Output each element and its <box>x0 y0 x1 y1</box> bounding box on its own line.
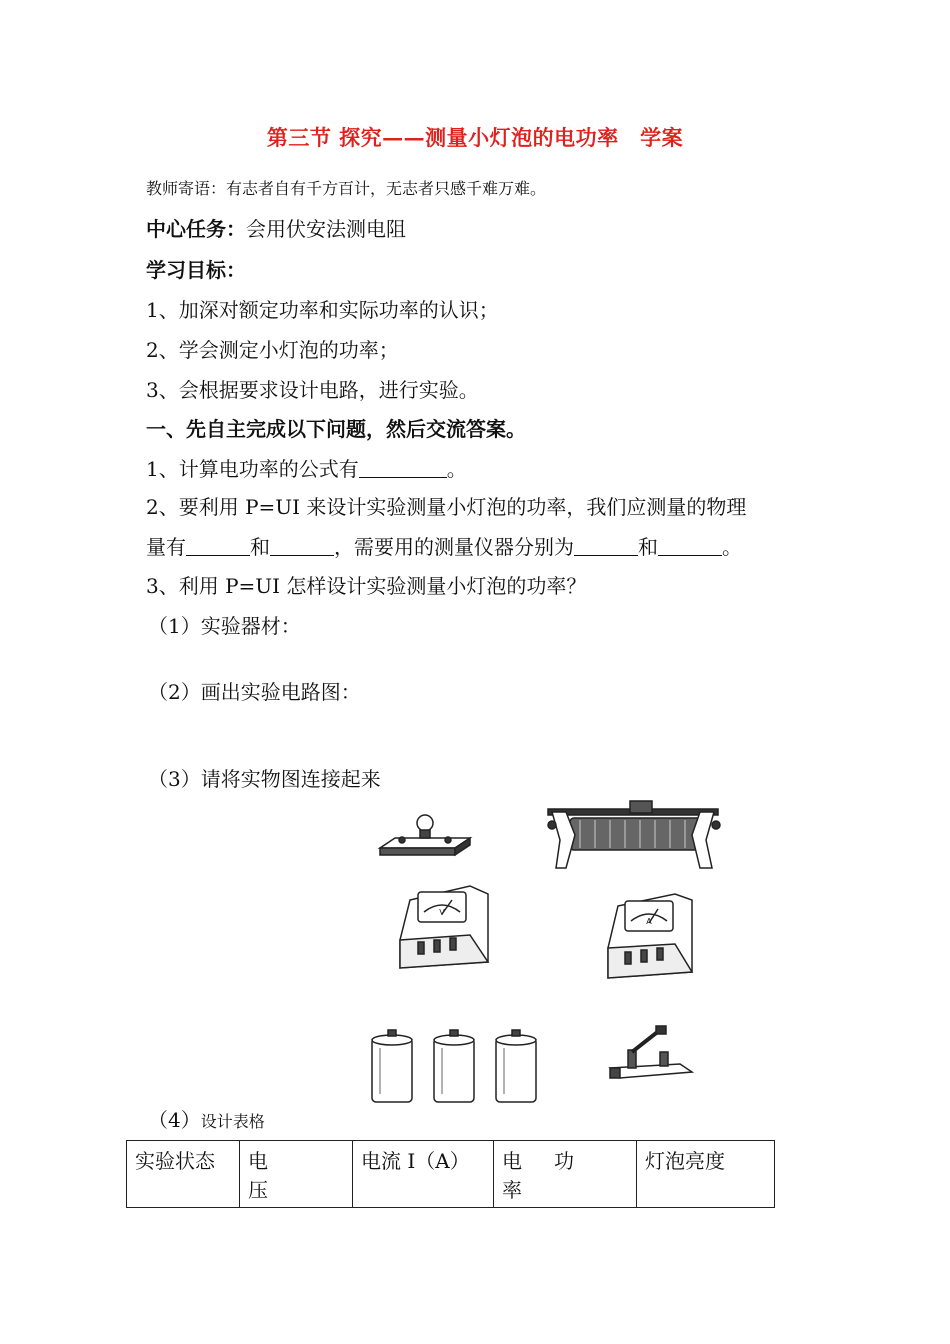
table-header-cell <box>240 1141 353 1208</box>
q2-middle: ，需要用的测量仪器分别为 <box>334 535 574 559</box>
table-header-cell: 电流 I（A） <box>353 1141 494 1208</box>
question-1-text: 1、计算电功率的公式有 <box>146 457 359 481</box>
goal-item: 1、加深对额定功率和实际功率的认识； <box>146 298 499 322</box>
header-power: 电 功 率 <box>502 1149 606 1202</box>
sub-question-4 <box>148 1104 265 1133</box>
goal-item: 3、会根据要求设计电路，进行实验。 <box>146 378 479 402</box>
section-heading: 一、先自主完成以下问题，然后交流答案。 <box>146 417 526 441</box>
design-table <box>126 1140 775 1208</box>
battery-icon <box>434 1030 474 1102</box>
switch-icon <box>610 1026 692 1078</box>
battery-icon <box>372 1030 412 1102</box>
sub-question: （1）实验器材： <box>148 614 301 638</box>
ammeter-icon <box>608 894 692 978</box>
header-voltage: 电 压 <box>248 1149 344 1202</box>
sub-question-4-label: （4） <box>148 1108 201 1132</box>
q2-prefix: 量有 <box>146 535 186 559</box>
teacher-motto: 教师寄语：有志者自有千方百计，无志者只感千难万难。 <box>146 179 547 198</box>
question-3: 3、利用 P=UI 怎样设计实验测量小灯泡的功率？ <box>146 574 587 598</box>
sub-question: （2）画出实验电路图： <box>148 680 361 704</box>
voltmeter-mark: V <box>439 908 445 917</box>
q2-and: 和 <box>250 535 270 559</box>
q2-end: 。 <box>722 535 742 559</box>
sub-question-4-text: 设计表格 <box>200 1112 265 1131</box>
central-task-text: 会用伏安法测电阻 <box>246 217 406 241</box>
question-2-line1: 2、要利用 P=UI 来设计实验测量小灯泡的功率，我们应测量的物理 <box>146 495 747 519</box>
goals-heading: 学习目标： <box>146 258 246 282</box>
ammeter-mark: A <box>646 917 652 926</box>
sub-question: （3）请将实物图连接起来 <box>148 767 381 791</box>
lamp-icon <box>380 815 470 855</box>
goal-item: 2、学会测定小灯泡的功率； <box>146 338 399 362</box>
voltmeter-icon <box>400 886 488 968</box>
page-title: 第三节 探究——测量小灯泡的电功率 学案 <box>266 125 684 150</box>
rheostat-icon <box>548 801 720 868</box>
table-header-cell: 灯泡亮度 <box>637 1141 775 1208</box>
q2-and: 和 <box>638 535 658 559</box>
battery-icon <box>496 1030 536 1102</box>
table-header-cell: 实验状态 <box>127 1141 240 1208</box>
table-row <box>127 1141 775 1208</box>
table-header-cell <box>494 1141 637 1208</box>
question-1-end: 。 <box>446 457 467 481</box>
central-task-label: 中心任务： <box>146 217 246 241</box>
